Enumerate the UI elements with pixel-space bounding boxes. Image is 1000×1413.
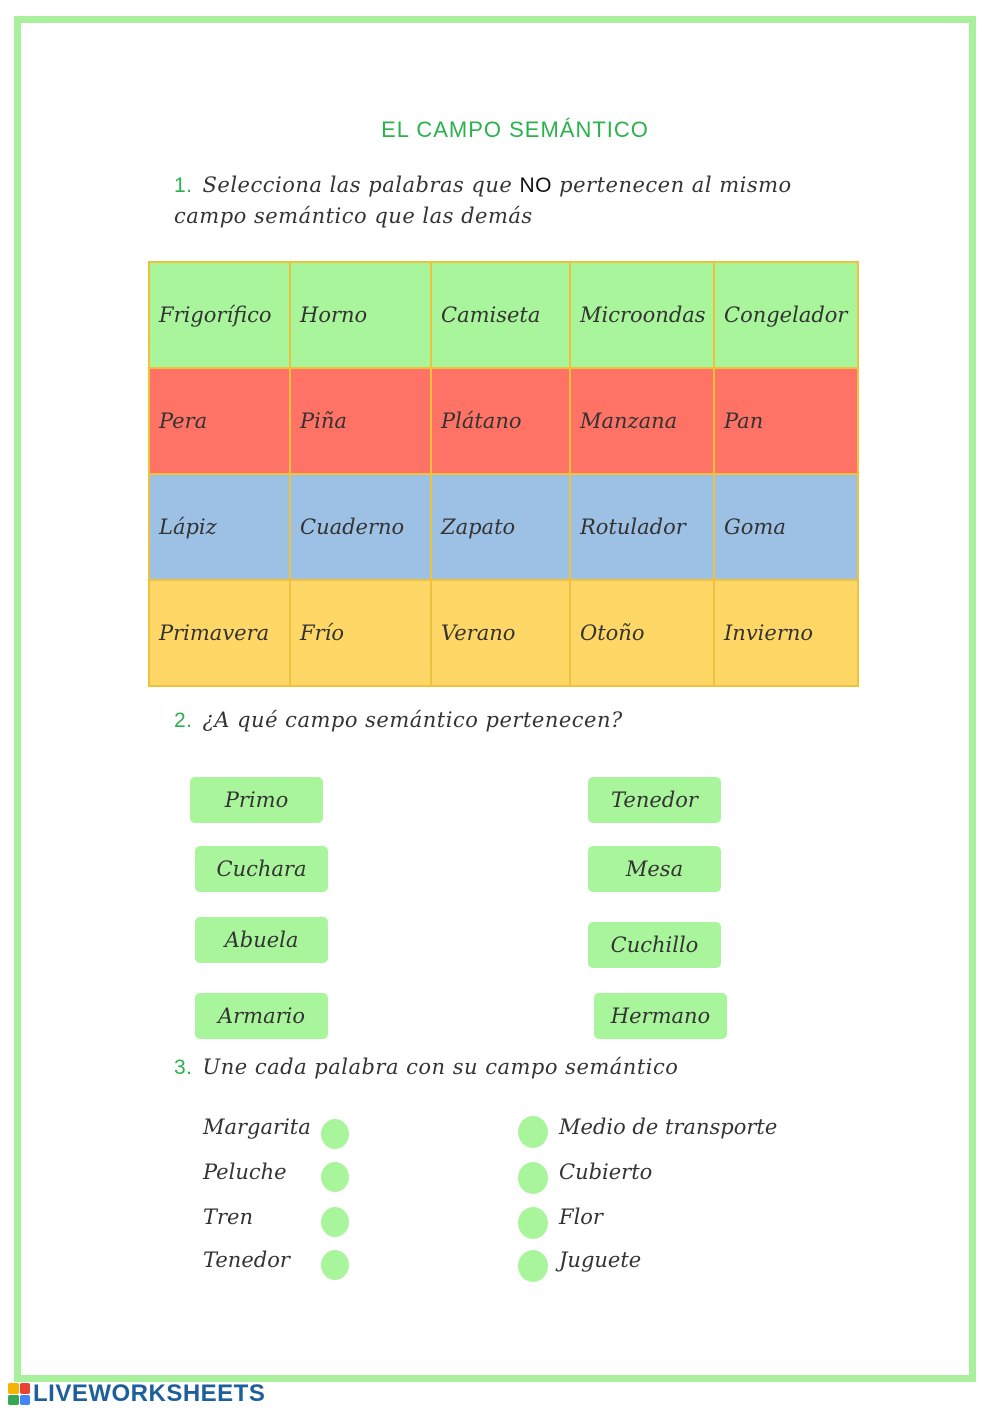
question-1-number: 1. — [174, 174, 193, 197]
grid-cell[interactable]: Camiseta — [431, 262, 570, 368]
answer-chip-mesa[interactable]: Mesa — [588, 846, 721, 892]
match-right-word: Medio de transporte — [559, 1115, 778, 1139]
grid-row-yellow — [149, 580, 858, 686]
grid-row-blue — [149, 474, 858, 580]
grid-cell[interactable]: Verano — [431, 580, 570, 686]
grid-cell[interactable]: Manzana — [570, 368, 714, 474]
answer-chip-primo[interactable]: Primo — [190, 777, 323, 823]
grid-cell[interactable]: Plátano — [431, 368, 570, 474]
match-left-word: Tren — [203, 1205, 253, 1229]
question-3 — [174, 1055, 678, 1080]
question-2-text: ¿A qué campo semántico pertenecen? — [202, 708, 623, 732]
grid-cell[interactable]: Invierno — [714, 580, 858, 686]
grid-cell[interactable]: Goma — [714, 474, 858, 580]
question-1 — [174, 170, 834, 232]
match-left-word: Peluche — [203, 1160, 287, 1184]
match-left-word: Tenedor — [203, 1248, 290, 1272]
answer-chip-cuchillo[interactable]: Cuchillo — [588, 922, 721, 968]
grid-cell[interactable]: Pan — [714, 368, 858, 474]
match-right-dot[interactable] — [518, 1116, 548, 1148]
match-right-dot[interactable] — [518, 1162, 548, 1194]
grid-cell[interactable]: Congelador — [714, 262, 858, 368]
match-left-dot[interactable] — [321, 1250, 349, 1280]
answer-chip-tenedor[interactable]: Tenedor — [588, 777, 721, 823]
question-3-text: Une cada palabra con su campo semántico — [202, 1055, 679, 1079]
page-title: EL CAMPO SEMÁNTICO — [381, 117, 649, 142]
question-1-text-before: Selecciona las palabras que — [202, 173, 520, 197]
match-right-dot[interactable] — [518, 1250, 548, 1282]
grid-cell[interactable]: Lápiz — [149, 474, 290, 580]
grid-row-green — [149, 262, 858, 368]
match-right-word: Cubierto — [559, 1160, 653, 1184]
grid-cell[interactable]: Cuaderno — [290, 474, 431, 580]
grid-cell[interactable]: Microondas — [570, 262, 714, 368]
question-2-number: 2. — [174, 709, 193, 732]
grid-cell[interactable]: Primavera — [149, 580, 290, 686]
liveworksheets-logo-icon — [8, 1383, 30, 1405]
match-left-dot[interactable] — [321, 1119, 349, 1149]
grid-cell[interactable]: Piña — [290, 368, 431, 474]
match-left-word: Margarita — [203, 1115, 311, 1139]
word-grid — [148, 261, 859, 687]
match-right-word: Flor — [559, 1205, 603, 1229]
grid-cell[interactable]: Horno — [290, 262, 431, 368]
match-left-dot[interactable] — [321, 1207, 349, 1237]
grid-cell[interactable]: Rotulador — [570, 474, 714, 580]
match-left-dot[interactable] — [321, 1162, 349, 1192]
question-1-text-after: pertenecen al mismo campo semántico que las demás — [174, 173, 792, 228]
grid-cell[interactable]: Otoño — [570, 580, 714, 686]
grid-cell[interactable]: Frigorífico — [149, 262, 290, 368]
brand-logo — [8, 1380, 265, 1408]
match-right-dot[interactable] — [518, 1207, 548, 1239]
answer-chip-hermano[interactable]: Hermano — [594, 993, 727, 1039]
grid-cell[interactable]: Pera — [149, 368, 290, 474]
match-right-word: Juguete — [559, 1248, 642, 1272]
brand-name: LIVEWORKSHEETS — [33, 1380, 266, 1407]
grid-row-red — [149, 368, 858, 474]
question-1-emphasis: NO — [519, 174, 552, 197]
answer-chip-cuchara[interactable]: Cuchara — [195, 846, 328, 892]
answer-chip-armario[interactable]: Armario — [195, 993, 328, 1039]
answer-chip-abuela[interactable]: Abuela — [195, 917, 328, 963]
question-3-number: 3. — [174, 1056, 193, 1079]
grid-cell[interactable]: Zapato — [431, 474, 570, 580]
grid-cell[interactable]: Frío — [290, 580, 431, 686]
question-2 — [174, 708, 623, 733]
